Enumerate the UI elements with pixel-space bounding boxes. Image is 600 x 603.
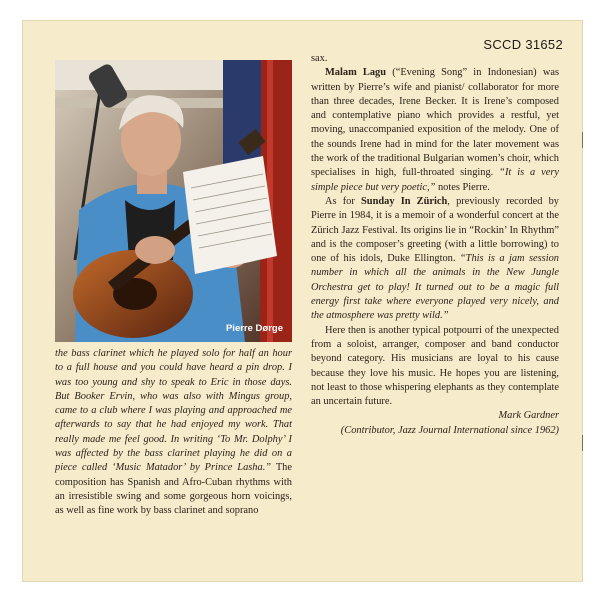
malam-lagu-text-end: notes Pierre.: [435, 181, 490, 193]
sunday-lead: As for: [325, 195, 362, 207]
left-column: [55, 347, 292, 519]
pierre-quote: “It is a very simple piece but very poetic,”: [311, 167, 559, 193]
author-name: Mark Gardner: [498, 410, 559, 422]
guitarist-illustration: [55, 60, 292, 342]
malam-lagu-text: (“Evening Song” in Indonesian) was written by Pierre’s wife and pianist/ collaborator for more than three decades, Irene Becker. It is Irene’s composed and contemplative piano which provides a restful, yet moving, unaccompanied exposition of the melody. One of the sounds Irene had in mind for the later movement was the work of the traditional Bulgarian women’s choir, which specialises in high, full-throated singing.: [311, 67, 559, 179]
author-credit: (Contributor, Jazz Journal International since 1962): [340, 424, 559, 436]
track-title-sunday-in-zurich: Sunday In Zürich: [361, 195, 448, 207]
liner-notes-page: [22, 20, 583, 582]
right-column: [311, 52, 559, 438]
closing-paragraph: Here then is another typical potpourri of the unexpected from a soloist, arranger, composer and band conductor beyond category. His musicians are loyal to his cause because they love his music. He hopes you are listening, not least to those whispering elephants as they contemplate an uncertain future.: [311, 324, 559, 408]
track-title-malam-lagu: Malam Lagu: [325, 67, 387, 79]
sunday-in-zurich-paragraph: [311, 195, 559, 324]
composition-description: The composition has Spanish and Afro-Cuban rhythms with an irresistible swing and some gorgeous horn voicings, as well as fine work by bass clarinet and soprano: [55, 462, 292, 517]
jam-session-quote: “This is a jam session number in which all the animals in the New Jungle Orchestra get to play! It turned out to be a magic full energy first take where everyone played very nicely, and the atmosphere was pretty wild.”: [311, 253, 559, 322]
sunday-text: , previously recorded by Pierre in 1984, it is a memoir of a wonderful concert at the Zürich Jazz Festival. Its origins lie in “Rockin’ In Rhythm” and is the composer’s greeting (with a little borrowing) to one of his idols, Duke Ellington.: [311, 195, 560, 265]
page-edge-mark: [578, 132, 583, 148]
photo-caption: Pierre Dørge: [225, 323, 283, 334]
continuation-text: sax.: [311, 53, 328, 64]
left-paragraph: [55, 347, 292, 519]
catalog-number: SCCD 31652: [483, 37, 563, 52]
dolphy-quote: the bass clarinet which he played solo for half an hour to a full house and you could have heard a pin drop. I was too young and shy to speak to Eric in those days. But Booker Ervin, who was also with Mingus group, came to a club where I was playing and approached me afterwards to say that he had enjoyed my work. That really made me feel good. In writing ‘To Mr. Dolphy’ I was affected by the bass clarinet playing he did on a piece called ‘Music Matador’ by Prince Lasha.”: [55, 348, 292, 474]
musician-photo: [55, 60, 292, 342]
malam-lagu-paragraph: [311, 66, 559, 195]
page-edge-mark: [578, 435, 583, 451]
